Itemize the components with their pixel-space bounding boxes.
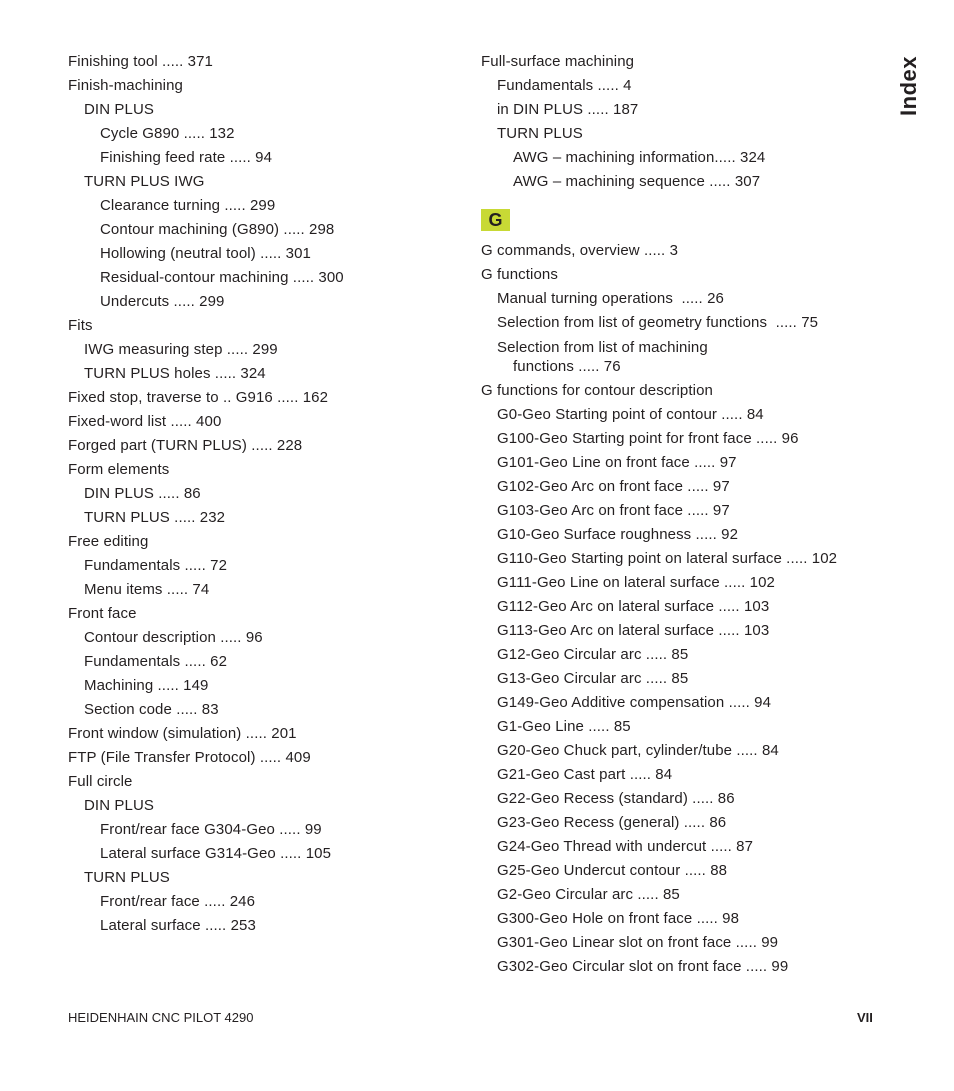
index-entry	[68, 650, 468, 674]
index-entry	[481, 475, 881, 499]
index-entry-text: Manual turning operations ..... 26	[497, 290, 724, 307]
index-entry	[68, 218, 468, 242]
index-entry	[68, 722, 468, 746]
index-entry	[481, 763, 881, 787]
index-entry-text: DIN PLUS ..... 86	[84, 485, 201, 502]
index-entry	[68, 50, 468, 74]
index-entry-text: Finishing tool ..... 371	[68, 53, 213, 70]
index-column-right	[481, 50, 881, 979]
index-entry	[68, 338, 468, 362]
footer-page-number: VII	[857, 1010, 873, 1025]
index-entry	[68, 698, 468, 722]
index-entry	[68, 266, 468, 290]
index-entry	[481, 122, 881, 146]
index-entry-text: G111-Geo Line on lateral surface ..... 102	[497, 574, 775, 591]
index-entry	[481, 883, 881, 907]
index-entry-text: G23-Geo Recess (general) ..... 86	[497, 814, 727, 831]
index-entry	[68, 482, 468, 506]
index-entry-text: G100-Geo Starting point for front face ..... 96	[497, 430, 799, 447]
index-entry-text: DIN PLUS	[84, 797, 154, 814]
index-entry	[68, 530, 468, 554]
index-entry	[68, 914, 468, 938]
index-entry-text: G functions	[481, 266, 558, 283]
index-entry-text: Fixed stop, traverse to .. G916 ..... 162	[68, 389, 329, 406]
index-entry	[68, 770, 468, 794]
index-entry-text: G commands, overview ..... 3	[481, 242, 679, 259]
index-entry-text: Front face	[68, 605, 137, 622]
index-entry-text: TURN PLUS ..... 232	[84, 509, 226, 526]
index-entry-text: G13-Geo Circular arc ..... 85	[497, 670, 689, 687]
index-entry	[68, 242, 468, 266]
index-entry-text: Fundamentals ..... 62	[84, 653, 228, 670]
index-entry	[68, 410, 468, 434]
index-entry	[481, 835, 881, 859]
index-entry	[68, 122, 468, 146]
index-entry	[481, 403, 881, 427]
index-entry	[68, 794, 468, 818]
index-entry	[481, 859, 881, 883]
index-entry-text: Residual-contour machining ..... 300	[100, 269, 344, 286]
index-entry-text: TURN PLUS	[84, 869, 170, 886]
index-entry-text: Front/rear face ..... 246	[100, 893, 256, 910]
index-entry-text: G20-Geo Chuck part, cylinder/tube ..... 84	[497, 742, 779, 759]
index-entry-text: in DIN PLUS ..... 187	[497, 101, 639, 118]
index-entry	[481, 691, 881, 715]
index-entry-text: Selection from list of geometry functions ..... 75	[497, 314, 819, 331]
index-entry	[481, 571, 881, 595]
index-entry-text: Menu items ..... 74	[84, 581, 210, 598]
footer-product-name: HEIDENHAIN CNC PILOT 4290	[68, 1010, 254, 1025]
index-entry	[481, 499, 881, 523]
index-entry-text: G103-Geo Arc on front face ..... 97	[497, 502, 730, 519]
index-entry	[481, 811, 881, 835]
index-entry	[68, 194, 468, 218]
index-entry	[481, 311, 881, 335]
index-entry-text: Fundamentals ..... 4	[497, 77, 632, 94]
index-entry-text: G301-Geo Linear slot on front face ..... 99	[497, 934, 779, 951]
index-entry	[68, 674, 468, 698]
index-entry	[68, 866, 468, 890]
index-entry	[481, 715, 881, 739]
index-entry-text: Front/rear face G304-Geo ..... 99	[100, 821, 322, 838]
index-entry	[481, 451, 881, 475]
index-entry-text: Fits	[68, 317, 93, 334]
index-entry-text: G149-Geo Additive compensation ..... 94	[497, 694, 772, 711]
index-entry-text: G21-Geo Cast part ..... 84	[497, 766, 673, 783]
index-entry	[481, 643, 881, 667]
index-entry	[68, 458, 468, 482]
index-entry-text: G102-Geo Arc on front face ..... 97	[497, 478, 730, 495]
index-entry	[481, 335, 881, 379]
index-entry	[481, 955, 881, 979]
index-entry-text: IWG measuring step ..... 299	[84, 341, 278, 358]
index-entry	[68, 554, 468, 578]
index-entry-text: Hollowing (neutral tool) ..... 301	[100, 245, 312, 262]
index-entry-text: G24-Geo Thread with undercut ..... 87	[497, 838, 754, 855]
index-group-g	[481, 239, 881, 979]
index-entry-text: Full circle	[68, 773, 133, 790]
section-letter-badge: G	[481, 209, 510, 231]
index-entry-text: G1-Geo Line ..... 85	[497, 718, 631, 735]
side-title-tab	[897, 55, 921, 115]
index-entry	[481, 427, 881, 451]
index-entry-text: Machining ..... 149	[84, 677, 209, 694]
index-entry-text: TURN PLUS	[497, 125, 583, 142]
index-column-left	[68, 50, 468, 938]
index-entry	[481, 907, 881, 931]
index-entry-text: AWG – machining sequence ..... 307	[513, 173, 761, 190]
index-entry-text: FTP (File Transfer Protocol) ..... 409	[68, 749, 311, 766]
index-entry	[68, 290, 468, 314]
index-entry-text: Contour machining (G890) ..... 298	[100, 221, 335, 238]
index-entry	[481, 287, 881, 311]
index-entry-text: Lateral surface ..... 253	[100, 917, 256, 934]
index-entry-text: Section code ..... 83	[84, 701, 219, 718]
index-entry	[481, 547, 881, 571]
index-entry	[481, 739, 881, 763]
index-entry-text: G10-Geo Surface roughness ..... 92	[497, 526, 739, 543]
index-entry-text: G112-Geo Arc on lateral surface ..... 103	[497, 598, 770, 615]
index-entry-text: G110-Geo Starting point on lateral surface ..... 102	[497, 550, 838, 567]
index-entry	[481, 263, 881, 287]
index-entry-text: Lateral surface G314-Geo ..... 105	[100, 845, 332, 862]
index-entry-text: Finishing feed rate ..... 94	[100, 149, 273, 166]
index-entry	[68, 98, 468, 122]
index-entry-text: G2-Geo Circular arc ..... 85	[497, 886, 680, 903]
index-entry	[68, 842, 468, 866]
index-entry-text: AWG – machining information..... 324	[513, 149, 766, 166]
index-entry	[481, 74, 881, 98]
index-entry-text: Free editing	[68, 533, 149, 550]
index-entry-text: Undercuts ..... 299	[100, 293, 225, 310]
index-entry-text: Forged part (TURN PLUS) ..... 228	[68, 437, 303, 454]
index-entry-continuation: functions ..... 76	[513, 358, 621, 375]
index-entry	[481, 98, 881, 122]
index-entry	[481, 50, 881, 74]
index-entry-text: Form elements	[68, 461, 170, 478]
index-entry-text: G113-Geo Arc on lateral surface ..... 103	[497, 622, 770, 639]
index-entry-text: G22-Geo Recess (standard) ..... 86	[497, 790, 735, 807]
index-entry-text: Front window (simulation) ..... 201	[68, 725, 297, 742]
index-entry	[68, 890, 468, 914]
index-entry-text: TURN PLUS holes ..... 324	[84, 365, 266, 382]
index-entry-text: G101-Geo Line on front face ..... 97	[497, 454, 737, 471]
index-entry	[68, 602, 468, 626]
index-entry	[68, 626, 468, 650]
index-entry	[68, 314, 468, 338]
index-entry	[481, 239, 881, 263]
index-entry	[481, 379, 881, 403]
index-entry-text: Fixed-word list ..... 400	[68, 413, 222, 430]
index-entry	[68, 74, 468, 98]
index-entry-text: G302-Geo Circular slot on front face ..... 99	[497, 958, 789, 975]
index-entry	[68, 146, 468, 170]
index-entry-text: TURN PLUS IWG	[84, 173, 205, 190]
index-entry-text: Clearance turning ..... 299	[100, 197, 276, 214]
index-entry-text: Cycle G890 ..... 132	[100, 125, 235, 142]
index-entry	[68, 386, 468, 410]
side-title: Index	[896, 56, 921, 116]
index-entry	[481, 667, 881, 691]
index-entry	[68, 578, 468, 602]
index-entry-text: Full-surface machining	[481, 53, 635, 70]
section-letter-block	[481, 194, 881, 239]
index-entry	[481, 523, 881, 547]
index-entry	[481, 787, 881, 811]
index-entry-text: Fundamentals ..... 72	[84, 557, 228, 574]
index-entry	[481, 170, 881, 194]
index-entry-text: Contour description ..... 96	[84, 629, 263, 646]
index-entry	[68, 170, 468, 194]
index-entry-text: G25-Geo Undercut contour ..... 88	[497, 862, 728, 879]
index-entry	[481, 931, 881, 955]
index-entry	[68, 506, 468, 530]
index-group-full-surface	[481, 50, 881, 194]
index-entry-text: Finish-machining	[68, 77, 183, 94]
index-entry-text: G functions for contour description	[481, 382, 713, 399]
index-entry	[68, 362, 468, 386]
index-entry	[68, 818, 468, 842]
index-entry-text: DIN PLUS	[84, 101, 154, 118]
index-entry	[68, 746, 468, 770]
index-entry	[481, 619, 881, 643]
index-entry-text: G0-Geo Starting point of contour ..... 84	[497, 406, 764, 423]
index-entry	[481, 146, 881, 170]
index-entry	[68, 434, 468, 458]
index-entry-text: Selection from list of machining	[497, 339, 708, 356]
index-entry-text: G300-Geo Hole on front face ..... 98	[497, 910, 740, 927]
index-entry	[481, 595, 881, 619]
index-entry-text: G12-Geo Circular arc ..... 85	[497, 646, 689, 663]
